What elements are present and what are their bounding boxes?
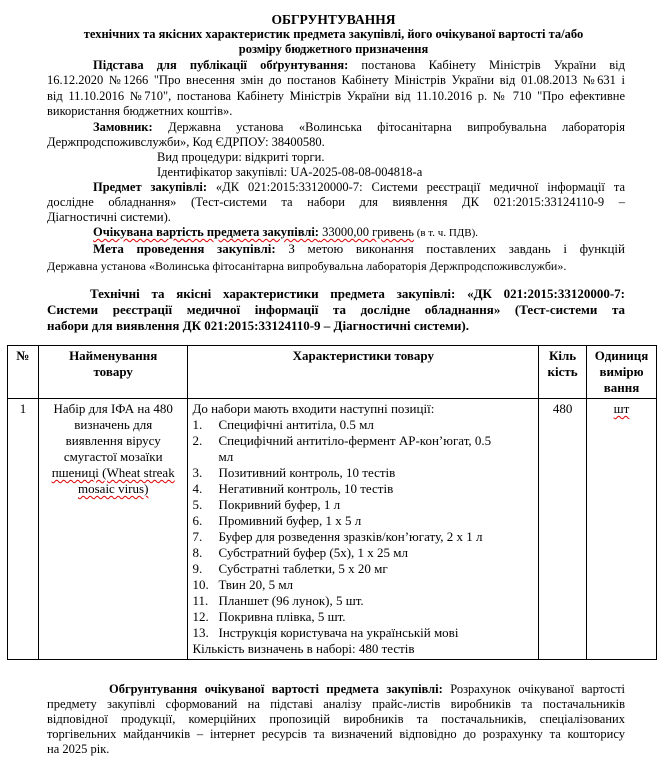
expected-cost-line	[93, 225, 478, 241]
list-item: 2. Специфічний антитіло-фермент АР-кон’югат, 0.5	[192, 433, 492, 448]
justification-line-4: торгівельних майданчиків – інтернет ресурсів та визначений відповідно до розрахунку та кошторису	[47, 727, 625, 741]
subject-text-1: «ДК 021:2015:33120000-7: Системи реєстрації медичної інформації та	[206, 180, 625, 194]
header-num: №	[8, 346, 39, 399]
justification-label: Обгрунтування очікуваної вартості предмета закупівлі:	[109, 682, 443, 696]
justification-text-1: Розрахунок очікуваної вартості	[442, 682, 625, 696]
subject-line-2: дослідне обладнання» (Тест-системи та набори для виявлення ДК 021:2015:33124110-9 –	[47, 195, 625, 209]
goal-label: Мета проведення закупівлі:	[93, 241, 276, 256]
spec-heading-line-1	[90, 286, 625, 301]
list-item: 12. Покривна плівка, 5 шт.	[192, 609, 346, 624]
justification-line-3: відповідної продукції, комерційних пропозицій виробників та постачальників, спеціалізованих	[47, 712, 625, 726]
basis-line-1	[93, 58, 625, 73]
list-item: 5. Покривний буфер, 1 л	[192, 497, 341, 512]
procedure-type: Вид процедури: відкриті торги.	[157, 150, 325, 164]
header-name: Найменування товару	[38, 346, 188, 399]
header-characteristics: Характеристики товару	[188, 346, 539, 399]
list-item: 3. Позитивний контроль, 10 тестів	[192, 465, 396, 480]
justification-line-5: на 2025 рік.	[47, 742, 110, 756]
list-item: мл	[218, 449, 234, 464]
expected-cost-vat: (в т. ч. ПДВ).	[413, 227, 479, 239]
procurement-identifier: Ідентифікатор закупівлі: UA-2025-08-08-004818-a	[157, 165, 423, 179]
spec-heading-label: Технічні та якісні характеристики предмета закупівлі:	[90, 286, 456, 301]
doc-subtitle-line-2: розміру бюджетного призначення	[238, 42, 429, 56]
header-quantity: Кіль кість	[539, 346, 587, 399]
header-unit: Одиниця вимірю вання	[587, 346, 657, 399]
row-characteristics	[188, 399, 539, 660]
list-item: 8. Субстратний буфер (5х), 1 х 25 мл	[192, 545, 408, 560]
goal-line-1	[93, 241, 625, 256]
basis-line-3: від 11.10.2016 №710", постанова Кабінету Міністрів України від 11.10.2016 р. № 710 "Про ефективне	[47, 89, 625, 103]
list-item: 1. Специфічні антитіла, 0.5 мл	[192, 417, 374, 432]
doc-title: ОБГРУНТУВАННЯ	[271, 12, 396, 27]
list-item: 9. Субстратні таблетки, 5 х 20 мг	[192, 561, 388, 576]
row-unit: шт	[587, 399, 657, 660]
spec-heading-text-1: «ДК 021:2015:33120000-7:	[455, 286, 626, 301]
row-num: 1	[8, 399, 39, 660]
items-intro: До набори мають входити наступні позиції:	[192, 401, 435, 416]
justification-line-1	[109, 682, 625, 697]
items-list	[192, 417, 534, 641]
customer-line-1	[93, 120, 625, 135]
table-row	[8, 399, 657, 660]
subject-label: Предмет закупівлі:	[93, 180, 207, 194]
list-item: 6. Промивний буфер, 1 х 5 л	[192, 513, 362, 528]
list-item: 10. Твин 20, 5 мл	[192, 577, 294, 592]
basis-label: Підстава для публікації обґрунтування:	[93, 58, 349, 72]
expected-cost-value: 33000,00 гривень	[318, 225, 414, 239]
basis-line-2: 16.12.2020 №1266 "Про внесення змін до постанов Кабінету Міністрів України від 01.08.2013 №631 і	[47, 73, 625, 87]
customer-label: Замовник:	[93, 120, 153, 134]
subject-line-3: Діагностичні системи).	[47, 210, 171, 224]
spec-table	[7, 345, 657, 660]
list-item: 11. Планшет (96 лунок), 5 шт.	[192, 593, 364, 608]
row-product-name: Набір для ІФА на 480 визначень для виявлення вірусу смугастої мозаїки пшениці (Wheat streak mosaic virus)	[38, 399, 188, 660]
goal-line-2: Державна установа «Волинська фітосанітарна випробувальна лабораторія Держпродспоживслужби».	[47, 259, 567, 273]
spec-heading-line-2: Системи реєстрації медичної інформації та дослідне обладнання» (Тест-системи та	[47, 302, 625, 317]
customer-line-2: Держпродспоживслужби», Код ЄДРПОУ: 38400580.	[47, 135, 325, 149]
subject-line-1	[93, 180, 625, 195]
row-quantity: 480	[539, 399, 587, 660]
spec-heading-line-3: набори для виявлення ДК 021:2015:33124110-9 – Діагностичні системи).	[47, 318, 469, 333]
items-total: Кількість визначень в наборі: 480 тестів	[192, 641, 415, 656]
table-header-row	[8, 346, 657, 399]
basis-text-1: постанова Кабінету Міністрів України від	[348, 58, 625, 72]
goal-text-1: З метою виконання поставлених завдань і функцій	[275, 241, 625, 256]
basis-line-4: використання бюджетних коштів».	[47, 104, 233, 118]
list-item: 7. Буфер для розведення зразків/кон’югату, 2 х 1 л	[192, 529, 483, 544]
justification-line-2: предмету закупівлі сформований на підставі аналізу прайс-листів виробників та постачальників	[47, 697, 625, 711]
list-item: 13. Інструкція користувача на українській мові	[192, 625, 459, 640]
list-item: 4. Негативний контроль, 10 тестів	[192, 481, 394, 496]
customer-text-1: Державна установа «Волинська фітосанітарна випробувальна лабораторія	[152, 120, 625, 134]
doc-subtitle-line-1: технічних та якісних характеристик предмета закупівлі, його очікуваної вартості та/або	[83, 27, 584, 41]
expected-cost-label: Очікувана вартість предмета закупівлі:	[93, 225, 319, 239]
